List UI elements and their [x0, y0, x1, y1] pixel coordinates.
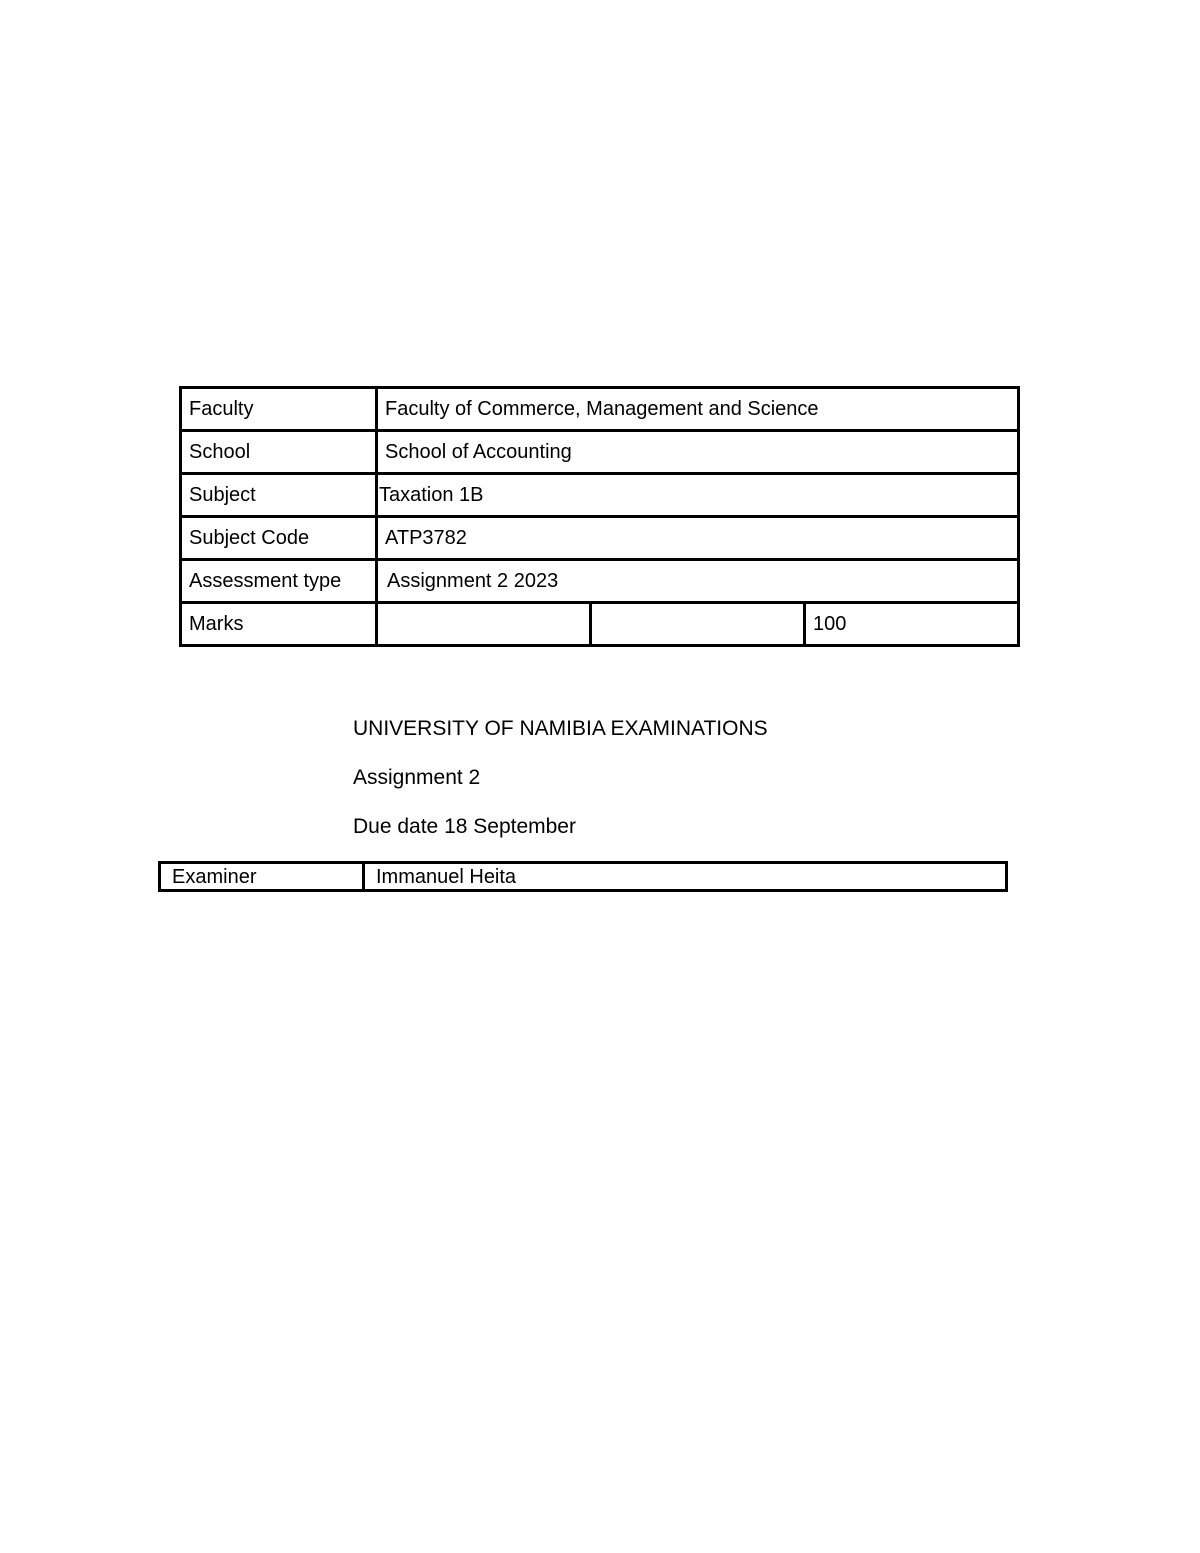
school-label: School	[181, 431, 377, 474]
subject-code-value: ATP3782	[377, 517, 1019, 560]
assignment-heading: Assignment 2	[353, 766, 481, 789]
table-row-faculty	[181, 388, 1019, 431]
examiner-name: Immanuel Heita	[364, 863, 1007, 891]
table-row-marks	[181, 603, 1019, 646]
table-row-subject-code	[181, 517, 1019, 560]
table-row-school	[181, 431, 1019, 474]
marks-value: 100	[805, 603, 1019, 646]
course-info-table	[179, 386, 1020, 647]
marks-cell-a	[377, 603, 591, 646]
assessment-type-value: Assignment 2 2023	[377, 560, 1019, 603]
examiner-table	[158, 861, 1008, 892]
subject-value: Taxation 1B	[377, 474, 1019, 517]
due-date-heading: Due date 18 September	[353, 815, 576, 838]
examiner-label: Examiner	[160, 863, 364, 891]
exam-title: UNIVERSITY OF NAMIBIA EXAMINATIONS	[353, 717, 768, 740]
assessment-type-label: Assessment type	[181, 560, 377, 603]
table-row-assessment-type	[181, 560, 1019, 603]
table-row-examiner	[160, 863, 1007, 891]
marks-label: Marks	[181, 603, 377, 646]
school-value: School of Accounting	[377, 431, 1019, 474]
subject-label: Subject	[181, 474, 377, 517]
subject-code-label: Subject Code	[181, 517, 377, 560]
marks-cell-b	[591, 603, 805, 646]
table-row-subject	[181, 474, 1019, 517]
faculty-value: Faculty of Commerce, Management and Science	[377, 388, 1019, 431]
faculty-label: Faculty	[181, 388, 377, 431]
